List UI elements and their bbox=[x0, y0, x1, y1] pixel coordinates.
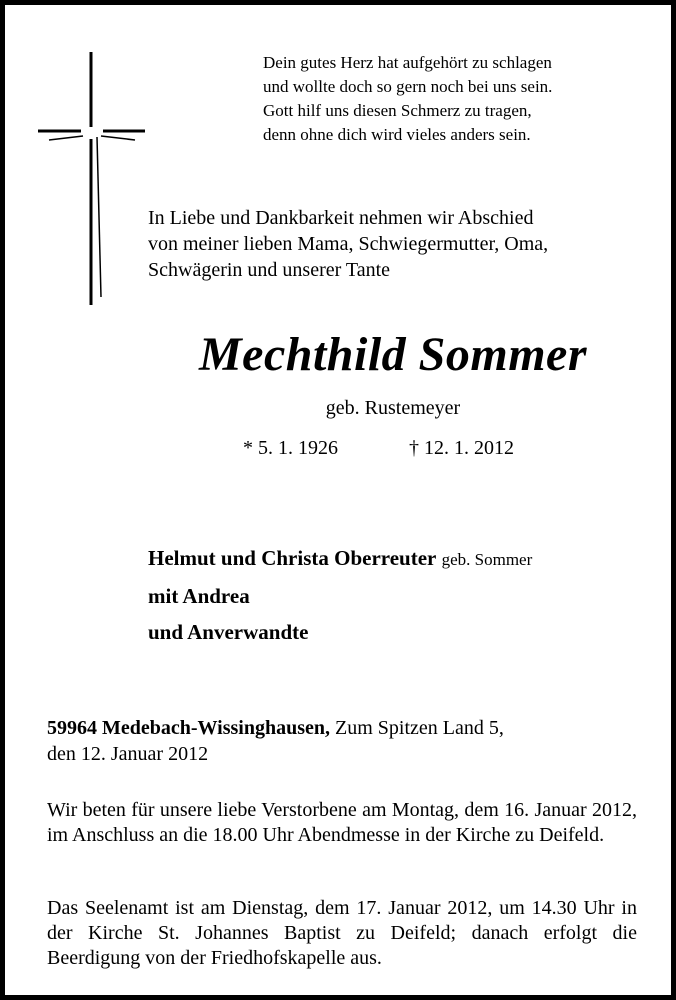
death-date: † 12. 1. 2012 bbox=[409, 437, 514, 459]
mourner-line bbox=[148, 614, 532, 650]
address-street: Zum Spitzen Land 5, bbox=[335, 717, 504, 739]
mourner-line bbox=[148, 540, 532, 578]
deceased-name: Mechthild Sommer bbox=[198, 328, 588, 381]
mourner-names: mit Andrea bbox=[148, 584, 250, 608]
funeral-notice: Das Seelenamt ist am Dienstag, dem 17. Januar 2012, um 14.30 Uhr in der Kirche St. Johannes Baptist zu Deifeld; danach erfolgt die Beerdigung von der Friedhofskapelle aus. bbox=[47, 897, 637, 969]
address-date: den 12. Januar 2012 bbox=[47, 743, 209, 765]
intro-line: In Liebe und Dankbarkeit nehmen wir Abschied bbox=[148, 207, 534, 229]
mourner-names: Helmut und Christa Oberreuter bbox=[148, 546, 437, 570]
address-place: 59964 Medebach-Wissinghausen, bbox=[47, 717, 331, 739]
cross-icon bbox=[35, 47, 145, 307]
birth-date: * 5. 1. 1926 bbox=[243, 437, 338, 459]
poem-line: Gott hilf uns diesen Schmerz zu tragen, bbox=[263, 101, 532, 120]
poem-line: denn ohne dich wird vieles anders sein. bbox=[263, 125, 531, 144]
intro-line: von meiner lieben Mama, Schwiegermutter, Oma, bbox=[148, 233, 549, 255]
poem bbox=[263, 51, 552, 147]
address-block bbox=[47, 715, 504, 767]
mourner-birth-name: geb. Sommer bbox=[441, 550, 533, 569]
mourner-names: und Anverwandte bbox=[148, 620, 309, 644]
prayer-notice: Wir beten für unsere liebe Verstorbene am Montag, dem 16. Januar 2012, im Anschluss an die 18.00 Uhr Abendmesse in der Kirche zu Deifeld. bbox=[47, 799, 637, 846]
intro-line: Schwägerin und unserer Tante bbox=[148, 259, 391, 281]
farewell-intro bbox=[148, 205, 548, 283]
mourners bbox=[148, 540, 532, 650]
address-line bbox=[47, 715, 504, 741]
poem-line: und wollte doch so gern noch bei uns sein. bbox=[263, 77, 553, 96]
birth-name: geb. Rustemeyer bbox=[325, 397, 461, 419]
mourner-line bbox=[148, 578, 532, 614]
poem-line: Dein gutes Herz hat aufgehört zu schlagen bbox=[263, 53, 552, 72]
